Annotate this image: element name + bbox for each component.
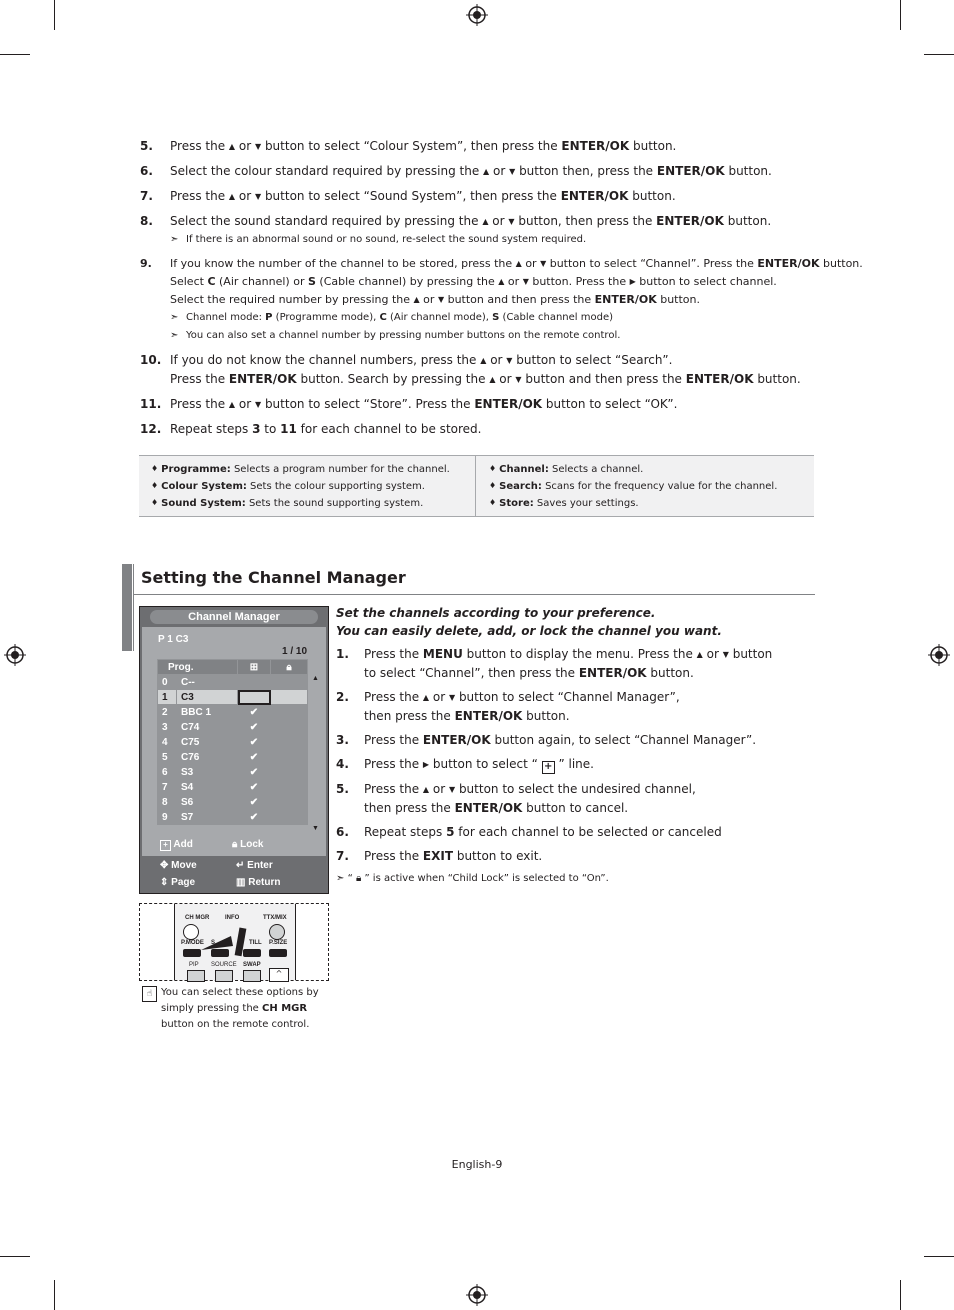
bold-term: 11 [280,422,297,436]
down-arrow-icon: ▼ [254,400,262,409]
osd-row-name: S6 [177,795,238,810]
step-text: Press the ▲ or ▼ button to select the undesired channel, [364,780,816,799]
table-row[interactable] [158,705,308,720]
table-row[interactable] [158,675,308,690]
info-column-right [489,461,777,512]
osd-lock-cell [271,750,308,765]
up-arrow-icon: ▲ [696,650,703,659]
osd-footer-divider [142,855,326,856]
hand-press-icon: ☝ [142,986,157,1002]
info-desc: Sets the sound supporting system. [245,498,424,509]
info-column-left [151,461,450,512]
remote-label: TTX/MIX [263,915,287,921]
remote-caption [161,985,331,1033]
add-icon: + [542,761,555,774]
osd-lock-cell [271,720,308,735]
osd-row-name: S3 [177,765,238,780]
osd-row-number: 0 [158,675,177,690]
osd-add-legend [160,839,193,851]
lock-note [336,870,609,888]
bold-term: ENTER/OK [560,189,629,203]
info-desc: Sets the colour supporting system. [246,481,425,492]
down-arrow-icon: ▼ [437,295,445,304]
info-item [489,461,777,478]
checkmark-icon: ✔ [238,735,271,750]
osd-lock-label: Lock [240,839,264,850]
step-text: If you know the number of the channel to be stored, press the ▲ or ▼ button to select “Channel”. Press the ENTER/OK button. [170,255,820,273]
lock-icon: 🔒︎ [232,839,238,850]
move-icon: ✥ [160,860,169,871]
channel-manager-osd [139,606,329,894]
step-number: 8. [140,214,153,228]
info-term: Store: [499,498,534,509]
crop-mark [54,0,55,30]
info-term: Channel: [499,464,549,475]
note-arrow-icon: ➣ [170,234,179,245]
step-item [140,187,820,206]
up-arrow-icon: ▲ [483,167,490,176]
checkmark-icon: ✔ [238,765,271,780]
scroll-up-icon: ▲ [312,675,319,682]
step-text: Press the EXIT button to exit. [364,849,543,863]
step-number: 6. [336,825,349,839]
osd-row-name: BBC 1 [177,705,238,720]
info-desc: Scans for the frequency value for the channel. [541,481,778,492]
checkmark-icon: ✔ [238,705,271,720]
info-divider [475,456,476,516]
step-item [140,255,863,345]
step-number: 7. [336,849,349,863]
step-item [140,395,820,414]
up-arrow-icon: ▲ [228,192,236,201]
bold-term: ENTER/OK [474,397,543,411]
down-arrow-icon: ▼ [448,693,456,702]
bold-term: ENTER/OK [656,214,724,228]
section-title: Setting the Channel Manager [141,568,406,587]
crop-mark [924,1256,954,1257]
step-item [336,780,816,817]
section-intro [336,604,722,640]
info-item [151,478,450,495]
osd-row-number: 8 [158,795,177,810]
osd-row-number: 4 [158,735,177,750]
remote-label: CH MGR [185,915,210,921]
osd-channel-table [157,659,308,825]
osd-lock-cell [271,705,308,720]
bold-term: ENTER/OK [594,293,657,306]
info-desc: Saves your settings. [533,498,639,509]
bullet-icon: ♦ [151,498,159,507]
enter-icon: ↵ [236,860,245,871]
steps-list-top [140,137,863,444]
step-number: 6. [140,164,153,178]
info-box [139,455,814,517]
osd-add-cell [238,675,271,690]
note-arrow-icon: ➣ [170,312,179,323]
ch-mgr-label: CH MGR [262,1003,308,1014]
step-number: 7. [140,189,153,203]
osd-row-name: C3 [177,690,238,705]
info-term: Programme: [161,464,231,475]
table-row[interactable] [158,765,308,780]
osd-enter-legend [236,860,273,871]
checkmark-icon: ✔ [238,720,271,735]
remote-key [187,970,205,982]
table-row[interactable] [158,735,308,750]
step-item [336,823,816,841]
right-arrow-icon: ▶ [422,760,430,769]
step-text: Select the sound standard required by pressing the ▲ or ▼ button, then press the ENTER/OK button. [170,212,820,231]
remote-key [183,949,201,957]
down-arrow-icon: ▼ [515,375,522,384]
bold-term: ENTER/OK [454,709,523,723]
osd-page-indicator: 1 / 10 [282,646,308,657]
lock-icon: 🔒︎ [355,873,362,884]
step-item [140,420,820,438]
osd-title: Channel Manager [150,610,318,624]
step-number: 1. [336,647,349,661]
remote-label: P.MODE [181,940,204,946]
osd-lock-cell [271,735,308,750]
osd-return-legend [236,877,280,888]
add-icon: + [160,840,171,851]
step-text: If you do not know the channel numbers, press the ▲ or ▼ button to select “Search”. [170,351,820,370]
remote-key [243,970,261,982]
step-item [336,731,816,749]
remote-label: P.SIZE [269,940,288,946]
crop-mark [0,54,30,55]
step-text: Press the ▲ or ▼ button to select “Colour System”, then press the ENTER/OK button. [170,137,820,156]
page-number: English-9 [451,1158,503,1171]
table-row[interactable] [158,780,308,795]
remote-key [215,970,233,982]
info-item [151,461,450,478]
osd-lock-cell [271,690,308,705]
note-arrow-icon: ➣ [336,873,345,884]
bold-term: ENTER/OK [656,164,725,178]
remote-label: PIP [189,962,199,968]
osd-add-label: Add [173,839,193,850]
step-number: 3. [336,733,349,747]
bold-term: ENTER/OK [422,733,491,747]
step-number: 12. [140,422,162,436]
step-item [336,688,816,725]
step-text: Press the ▲ or ▼ button to select “Store”. Press the ENTER/OK button to select “OK”. [170,395,820,414]
registration-target-icon [466,4,488,26]
section-rule [133,594,815,595]
bold-term: S [492,312,500,323]
down-arrow-icon: ▼ [722,650,729,659]
up-arrow-icon: ▲ [480,356,487,365]
remote-caption-line: button on the remote control. [161,1019,310,1030]
remote-label: SWAP [243,962,261,968]
table-row[interactable] [158,750,308,765]
remote-caption-line: You can select these options by [161,987,319,998]
bold-term: ENTER/OK [685,372,754,386]
step-text: Press the ENTER/OK button again, to select “Channel Manager”. [364,733,757,747]
step-number: 10. [140,353,162,367]
step-text: Press the MENU button to display the menu. Press the ▲ or ▼ button [364,645,816,664]
osd-lock-cell [271,765,308,780]
bold-term: MENU [422,647,463,661]
add-column-icon: ⊞ [238,660,271,675]
info-desc: Selects a channel. [548,464,644,475]
up-arrow-icon: ▲ [482,217,489,226]
osd-page-legend [160,877,195,888]
registration-target-icon [928,644,950,666]
osd-row-number: 7 [158,780,177,795]
osd-row-number: 5 [158,750,177,765]
remote-round-button [183,924,199,940]
crop-mark [54,1280,55,1310]
bullet-icon: ♦ [489,498,497,507]
osd-channel: P 1 C3 [158,634,189,645]
osd-row-number: 3 [158,720,177,735]
registration-target-icon [4,644,26,666]
bullet-icon: ♦ [489,481,497,490]
table-row[interactable] [158,795,308,810]
step-item [140,351,820,389]
step-text: Select C (Air channel) or S (Cable channel) by pressing the ▲ or ▼ button. Press the ▶ button to select channel. [170,273,820,291]
down-arrow-icon: ▼ [254,192,262,201]
bold-term: 3 [252,422,261,436]
bold-term: ENTER/OK [757,257,820,270]
osd-row-name: C-- [177,675,238,690]
pointing-hand-icon [201,922,251,958]
bullet-icon: ♦ [151,481,159,490]
osd-row-number: 2 [158,705,177,720]
osd-add-cell [238,690,271,705]
osd-return-label: Return [248,877,281,888]
remote-control-illustration [139,903,329,981]
bold-term: P [265,312,273,323]
osd-move-label: Move [171,860,197,871]
page-icon: ⇕ [160,877,169,888]
lock-note-pre: “ [347,873,356,884]
up-arrow-icon: ▲ [422,693,430,702]
lock-column-icon: 🔒︎ [271,660,308,675]
osd-enter-label: Enter [247,860,273,871]
osd-page-label: Page [171,877,196,888]
remote-label: SOURCE [211,962,237,968]
crop-mark [900,0,901,30]
lock-note-post: ” is active when “Child Lock” is selected to “On”. [361,873,609,884]
remote-round-button [269,924,285,940]
step-text: Press the ▶ button to select “ + ” line. [364,757,594,772]
down-arrow-icon: ▼ [509,167,516,176]
step-item [336,847,816,865]
step-text: Press the ▲ or ▼ button to select “Channel Manager”, [364,688,816,707]
up-arrow-icon: ▲ [228,142,236,151]
table-row[interactable] [158,690,308,705]
info-item [489,478,777,495]
remote-key [269,949,287,957]
info-item [489,495,777,512]
bold-term: S [307,275,316,288]
step-item [140,162,820,181]
info-term: Search: [499,481,542,492]
bold-term: ENTER/OK [228,372,297,386]
registration-target-icon [466,1284,488,1306]
step-text: Press the ENTER/OK button. Search by pressing the ▲ or ▼ button and then press the ENTER/OK button. [170,370,820,389]
osd-row-name: S4 [177,780,238,795]
step-item [140,212,820,249]
step-note: ➣ If there is an abnormal sound or no sound, re-select the sound system required. [170,231,820,249]
step-note: ➣ Channel mode: P (Programme mode), C (Air channel mode), S (Cable channel mode) [170,309,820,327]
up-arrow-icon: ▲ [498,277,505,286]
bold-term: C [379,312,387,323]
osd-row-name: C75 [177,735,238,750]
osd-row-name: C74 [177,720,238,735]
osd-lock-cell [271,780,308,795]
osd-lock-cell [271,810,308,825]
down-arrow-icon: ▼ [508,217,515,226]
bold-term: 5 [446,825,455,839]
step-item [336,645,816,682]
osd-row-number: 6 [158,765,177,780]
step-number: 11. [140,397,162,411]
table-row[interactable] [158,810,308,825]
step-text: Select the colour standard required by pressing the ▲ or ▼ button then, press the ENTER/OK button. [170,162,820,181]
step-text: to select “Channel”, then press the ENTER/OK button. [364,666,694,680]
section-bar [122,564,132,651]
intro-line: Set the channels according to your preference. [336,606,656,620]
up-arrow-icon: ▲ [422,785,430,794]
step-number: 5. [140,139,153,153]
down-arrow-icon: ▼ [522,277,529,286]
remote-caption-line [161,1001,331,1017]
down-arrow-icon: ▼ [448,785,456,794]
up-arrow-icon: ▲ [515,259,522,268]
remote-body [174,904,296,980]
step-number: 2. [336,690,349,704]
down-arrow-icon: ▼ [254,142,262,151]
crop-mark [0,1256,30,1257]
step-item [140,137,820,156]
osd-row-name: C76 [177,750,238,765]
osd-row-number: 1 [158,690,177,705]
down-arrow-icon: ▼ [506,356,513,365]
section-bar [133,564,134,651]
bold-term: ENTER/OK [561,139,630,153]
osd-lock-cell [271,675,308,690]
step-text: Select the required number by pressing the ▲ or ▼ button and then press the ENTER/OK button. [170,291,820,309]
crop-mark [924,54,954,55]
step-text: Press the ▲ or ▼ button to select “Sound System”, then press the ENTER/OK button. [170,187,820,206]
up-arrow-icon: ▲ [489,375,496,384]
up-arrow-icon: ▲ [228,400,236,409]
step-text: Repeat steps 3 to 11 for each channel to be stored. [170,422,482,436]
step-item [336,755,816,774]
step-number: 5. [336,782,349,796]
checkmark-icon: ✔ [238,750,271,765]
table-row[interactable] [158,720,308,735]
step-note: ➣ You can also set a channel number by pressing number buttons on the remote control. [170,327,820,345]
return-icon: ▥ [236,877,246,888]
right-arrow-icon: ▶ [629,277,636,286]
down-arrow-icon: ▼ [540,259,547,268]
osd-lock-cell [271,795,308,810]
bold-term: EXIT [422,849,454,863]
bold-term: ENTER/OK [454,801,523,815]
step-text: Repeat steps 5 for each channel to be selected or canceled [364,825,722,839]
info-term: Colour System: [161,481,247,492]
scroll-down-icon: ▼ [312,825,319,832]
osd-prog-header: Prog. [158,660,238,675]
remote-key: ^ [269,968,289,982]
remote-label: TILL [249,940,262,946]
osd-move-legend [160,860,197,871]
osd-table-header [158,660,308,675]
osd-row-name: S7 [177,810,238,825]
step-number: 9. [140,257,152,270]
bold-term: C [207,275,216,288]
checkmark-icon: ✔ [238,810,271,825]
info-term: Sound System: [161,498,246,509]
info-item [151,495,450,512]
intro-line: You can easily delete, add, or lock the channel you want. [336,624,722,638]
remote-label: INFO [225,915,240,921]
bullet-icon: ♦ [151,464,159,473]
step-text: then press the ENTER/OK button to cancel. [364,801,629,815]
step-text: then press the ENTER/OK button. [364,709,570,723]
osd-row-number: 9 [158,810,177,825]
checkmark-icon: ✔ [238,795,271,810]
crop-mark [900,1280,901,1310]
bold-term: ENTER/OK [578,666,647,680]
steps-list-channel-manager [336,645,816,871]
step-number: 4. [336,757,349,771]
remote-label: S. [211,940,217,946]
osd-lock-legend [232,839,263,850]
up-arrow-icon: ▲ [413,295,420,304]
bullet-icon: ♦ [489,464,497,473]
checkmark-icon: ✔ [238,780,271,795]
info-desc: Selects a program number for the channel. [230,464,450,475]
note-arrow-icon: ➣ [170,330,179,341]
remote-caption-text: simply pressing the [161,1003,262,1014]
